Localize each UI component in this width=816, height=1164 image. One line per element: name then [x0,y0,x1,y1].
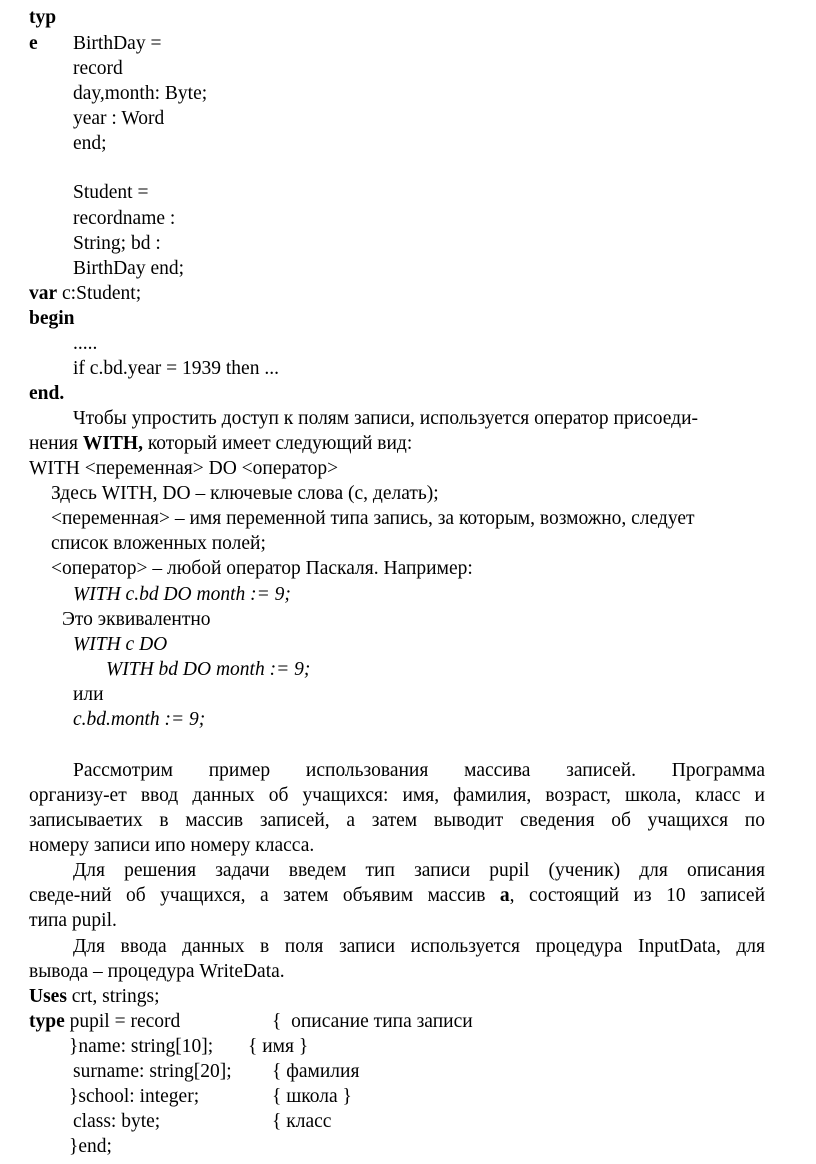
text: , состоящий из 10 записей [509,885,765,906]
example-code: WITH c DO [73,634,168,655]
keyword-uses: Uses [29,986,67,1007]
code-comment: { фамилия [272,1061,360,1082]
example-code: WITH c.bd DO month := 9; [73,584,291,605]
code-line-uses [29,984,160,1009]
paragraph-line: записываетих в массив записей, а затем выводит сведения об учащихся по [29,810,765,831]
text: нения [29,433,83,454]
keyword-var: var [29,283,58,304]
code-line: }end; [69,1136,112,1157]
paragraph-line: Для ввода данных в поля записи используется процедура InputData, для [73,936,765,957]
code-text: c:Student; [62,283,142,304]
paragraph-line [29,883,765,908]
paragraph-line: <переменная> – имя переменной типа запись, за которым, возможно, следует [51,508,695,529]
keyword-begin: begin [29,308,75,329]
code-line: }school: integer; [69,1086,200,1107]
text: сведе-ний об учащихся, а затем объявим массив [29,885,500,906]
example-code: WITH bd DO month := 9; [106,659,311,680]
code-line-type [29,1009,180,1034]
code-line: end; [73,133,107,154]
code-line: if c.bd.year = 1939 then ... [73,358,279,379]
keyword-type: type [29,1011,65,1032]
keyword-type-part1: typ [29,7,57,28]
example-code: c.bd.month := 9; [73,709,206,730]
syntax-line: WITH <переменная> DO <оператор> [29,458,339,479]
keyword-with: WITH, [82,433,143,454]
paragraph-line: Рассмотрим пример использования массива записей. Программа [73,760,765,781]
paragraph-line: вывода – процедура WriteData. [29,961,285,982]
code-line: recordname : [73,208,176,229]
paragraph-line: список вложенных полей; [51,533,266,554]
paragraph-line: Для решения задачи введем тип записи pupil (ученик) для описания [73,860,765,881]
code-text: pupil = record [64,1011,181,1032]
code-comment: { имя } [248,1036,309,1057]
paragraph-line: номеру записи ипо номеру класса. [29,835,315,856]
paragraph-line: Это эквивалентно [62,609,211,630]
paragraph-line: типа pupil. [29,910,117,931]
paragraph-line: или [73,684,104,705]
code-comment: { описание типа записи [272,1011,473,1032]
paragraph-line [29,431,412,456]
code-line: }name: string[10]; [69,1036,214,1057]
code-line: ..... [73,333,98,354]
code-line: year : Word [73,108,165,129]
keyword-type-part2: e [29,33,38,54]
code-line: class: byte; [73,1111,161,1132]
array-name: a [499,885,510,906]
code-line: BirthDay end; [73,258,185,279]
paragraph-line: Чтобы упростить доступ к полям записи, используется оператор присоеди- [73,408,699,429]
code-text: crt, strings; [66,986,160,1007]
code-line: String; bd : [73,233,161,254]
code-line: surname: string[20]; [73,1061,232,1082]
text: который имеет следующий вид: [142,433,413,454]
code-comment: { школа } [272,1086,352,1107]
paragraph-line: <оператор> – любой оператор Паскаля. Например: [51,558,473,579]
code-line-var [29,281,141,306]
paragraph-line: Здесь WITH, DO – ключевые слова (с, делать); [51,483,439,504]
code-comment: { класс [272,1111,332,1132]
keyword-end: end. [29,383,65,404]
code-line: Student = [73,182,149,203]
code-line: record [73,58,123,79]
code-line: BirthDay = [73,33,162,54]
code-line: day,month: Byte; [73,83,208,104]
paragraph-line: организу-ет ввод данных об учащихся: имя, фамилия, возраст, школа, класс и [29,785,765,806]
